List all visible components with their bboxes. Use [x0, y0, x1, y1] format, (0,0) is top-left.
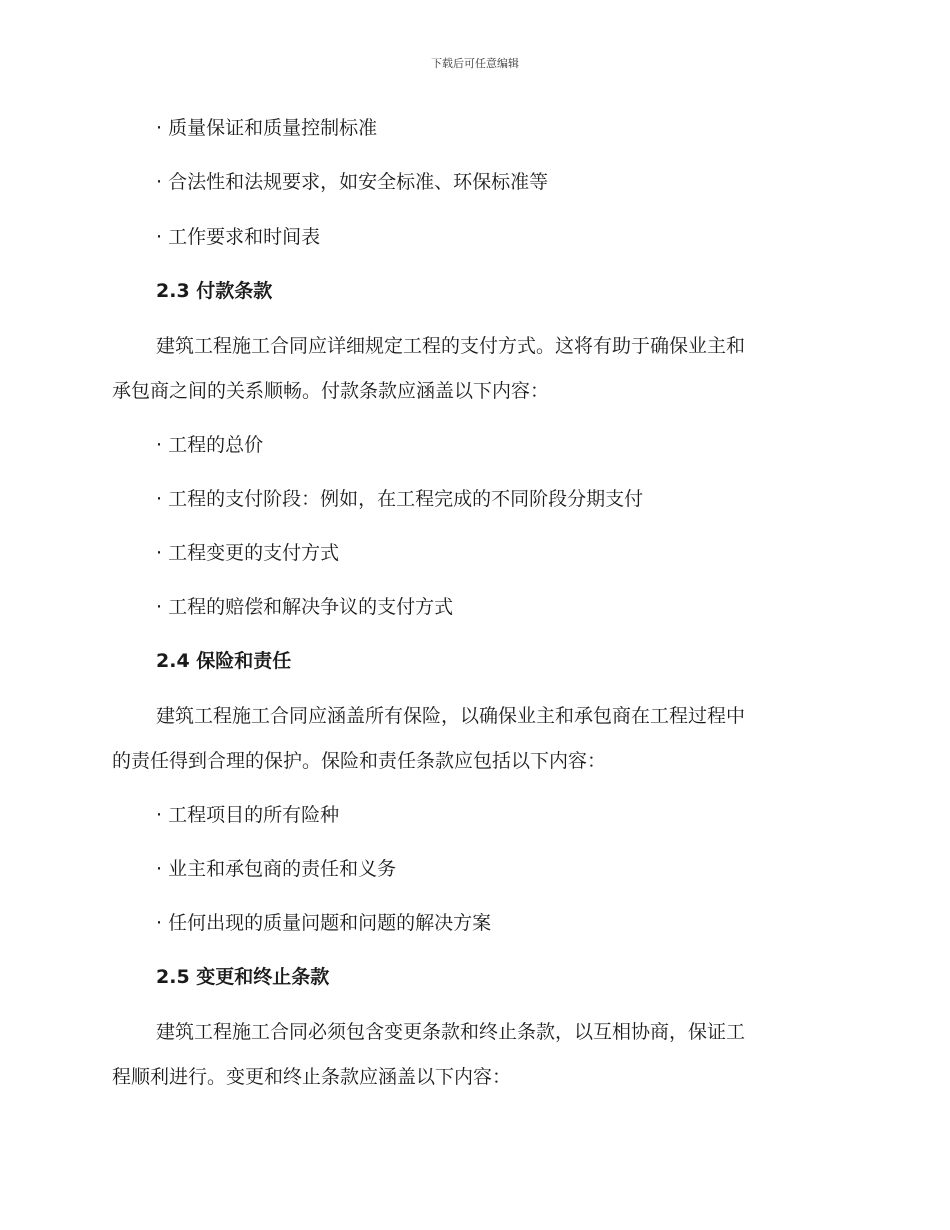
paragraph-line: 建筑工程施工合同必须包含变更条款和终止条款，以互相协商，保证工 — [156, 1021, 746, 1043]
bullet-item: · 工程的总价 — [156, 434, 264, 456]
bullet-item: · 任何出现的质量问题和问题的解决方案 — [156, 912, 492, 934]
paragraph-line: 程顺利进行。变更和终止条款应涵盖以下内容： — [112, 1066, 512, 1088]
bullet-item: · 质量保证和质量控制标准 — [156, 117, 378, 139]
bullet-item: · 工程项目的所有险种 — [156, 804, 340, 826]
bullet-item: · 工程的支付阶段：例如，在工程完成的不同阶段分期支付 — [156, 488, 644, 510]
page-header: 下载后可任意编辑 — [431, 57, 519, 70]
bullet-item: · 工作要求和时间表 — [156, 226, 321, 248]
bullet-item: · 工程变更的支付方式 — [156, 542, 340, 564]
paragraph-line: 建筑工程施工合同应涵盖所有保险，以确保业主和承包商在工程过程中 — [156, 705, 746, 727]
paragraph-line: 建筑工程施工合同应详细规定工程的支付方式。这将有助于确保业主和 — [156, 335, 746, 357]
section-heading: 2.5 变更和终止条款 — [156, 966, 330, 988]
bullet-item: · 业主和承包商的责任和义务 — [156, 858, 397, 880]
paragraph-line: 的责任得到合理的保护。保险和责任条款应包括以下内容： — [112, 750, 607, 772]
section-heading: 2.4 保险和责任 — [156, 650, 292, 672]
paragraph-line: 承包商之间的关系顺畅。付款条款应涵盖以下内容： — [112, 380, 550, 402]
bullet-item: · 工程的赔偿和解决争议的支付方式 — [156, 596, 454, 618]
section-heading: 2.3 付款条款 — [156, 280, 273, 302]
bullet-item: · 合法性和法规要求，如安全标准、环保标准等 — [156, 171, 549, 193]
